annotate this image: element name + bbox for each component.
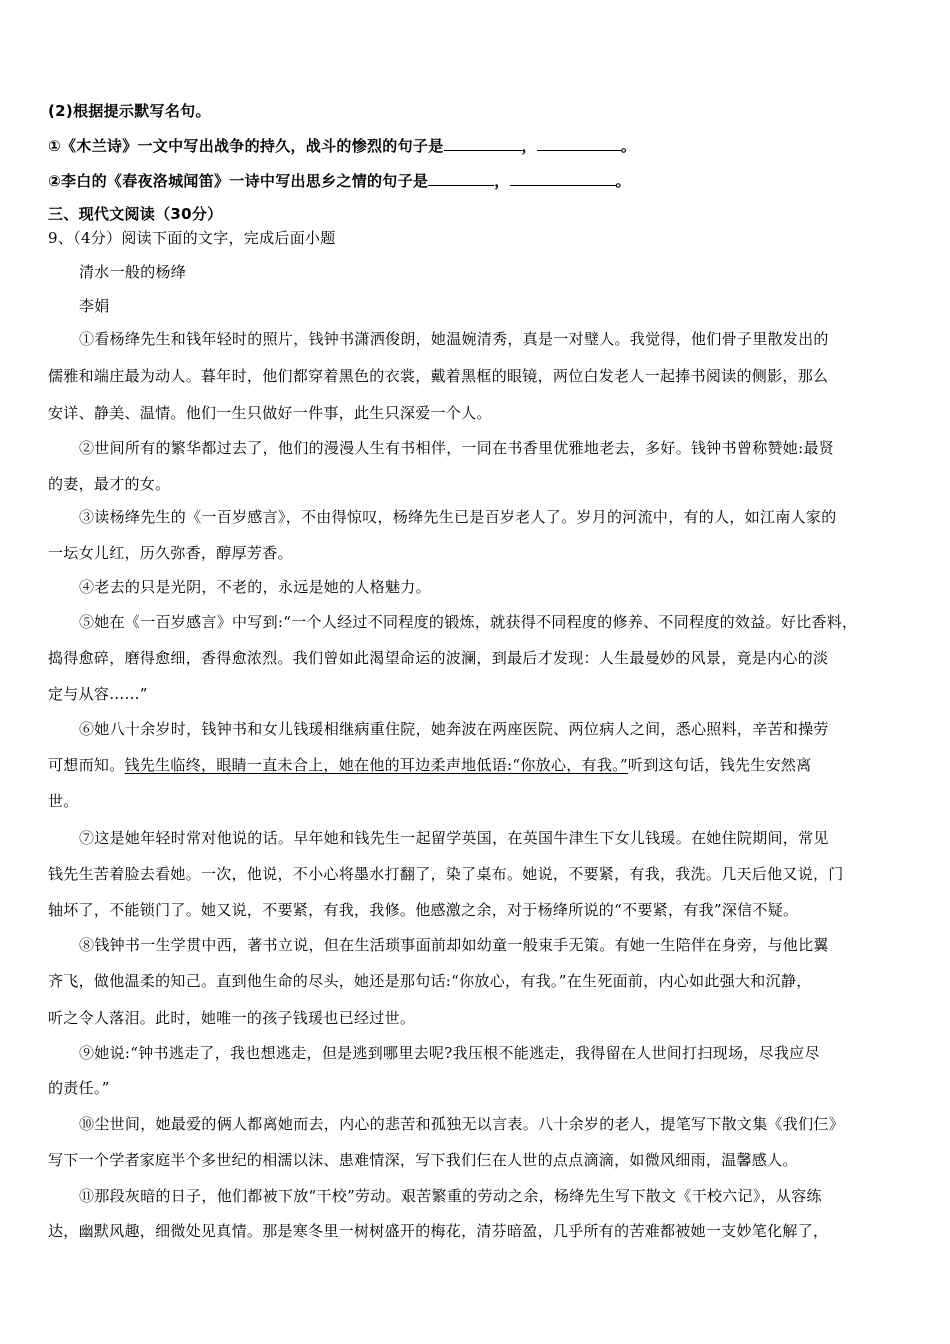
paragraph-line: 轴坏了，不能锁门了。她又说，不要紧，有我，我修。他感激之余，对于杨绛所说的“不要紧，有我”深信不疑。 <box>48 901 799 919</box>
article-title: 清水一般的杨绛 <box>79 263 187 281</box>
paragraph-line: 定与从容……” <box>48 685 148 703</box>
text-segment: 听到这句话，钱先生安然离 <box>627 756 812 774</box>
answer-blank-1a[interactable] <box>444 136 522 151</box>
paragraph-line: ⑦这是她年轻时常对他说的话。早年她和钱先生一起留学英国，在英国牛津生下女儿钱瑗。在她住院期间，常见 <box>79 829 829 847</box>
paragraph-line: ⑪那段灰暗的日子，他们都被下放“干校”劳动。艰苦繁重的劳动之余，杨绛先生写下散文《干校六记》，从容练 <box>79 1187 822 1205</box>
paragraph-line: 钱先生苦着脸去看她。一次，他说，不小心将墨水打翻了，染了桌布。她说，不要紧，有我，我洗。几天后他又说，门 <box>48 865 844 883</box>
period: 。 <box>615 172 631 190</box>
question-1 <box>48 136 636 156</box>
paragraph-line: 世。 <box>48 792 79 810</box>
paragraph-line: ⑨她说:“钟书逃走了，我也想逃走，但是逃到哪里去呢?我压根不能逃走，我得留在人世间打扫现场，尽我应尽 <box>79 1044 820 1062</box>
paragraph-line: ⑧钱钟书一生学贯中西，著书立说，但在生活琐事面前却如幼童一般束手无策。有她一生陪伴在身旁，与他比翼 <box>79 936 829 954</box>
paragraph-line: 儒雅和端庄最为动人。暮年时，他们都穿着黑色的衣裳，戴着黑框的眼镜，两位白发老人一起捧书阅读的侧影，那么 <box>48 367 829 385</box>
section2-heading: (2)根据提示默写名句。 <box>48 102 211 120</box>
article-author: 李娟 <box>79 297 110 315</box>
question-9-prompt: 9、（4分）阅读下面的文字，完成后面小题 <box>48 229 336 247</box>
paragraph-line: ⑥她八十余岁时，钱钟书和女儿钱瑗相继病重住院，她奔波在两座医院、两位病人之间，悉心照料，辛苦和操劳 <box>79 720 829 738</box>
question-2-text: ②李白的《春夜洛城闻笛》一诗中写出思乡之情的句子是 <box>48 172 429 190</box>
answer-blank-1b[interactable] <box>537 136 621 151</box>
separator: ， <box>494 172 510 190</box>
paragraph-line <box>48 755 812 775</box>
paragraph-line: ④老去的只是光阴，不老的，永远是她的人格魅力。 <box>79 578 431 596</box>
paragraph-line: 达，幽默风趣，细微处见真情。那是寒冬里一树树盛开的梅花，清芬暗盈，几乎所有的苦难都被她一支妙笔化解了， <box>48 1222 829 1240</box>
paragraph-line: 听之令人落泪。此时，她唯一的孩子钱瑗也已经过世。 <box>48 1009 416 1027</box>
paragraph-line: 的责任。” <box>48 1079 110 1097</box>
paragraph-line: 齐飞，做他温柔的知己。直到他生命的尽头，她还是那句话:“你放心，有我。”在生死面前，内心如此强大和沉静， <box>48 972 812 990</box>
paragraph-line: ⑩尘世间，她最爱的俩人都离她而去，内心的悲苦和孤独无以言表。八十余岁的老人，提笔写下散文集《我们仨》 <box>79 1115 845 1133</box>
answer-blank-2a[interactable] <box>428 171 494 186</box>
paragraph-line: ③读杨绛先生的《一百岁感言》，不由得惊叹，杨绛先生已是百岁老人了。岁月的河流中，有的人，如江南人家的 <box>79 508 837 526</box>
question-1-text: ①《木兰诗》一文中写出战争的持久，战斗的惨烈的句子是 <box>48 137 444 155</box>
separator: ， <box>521 137 537 155</box>
paragraph-line: 安详、静美、温情。他们一生只做好一件事，此生只深爱一个人。 <box>48 404 492 422</box>
underlined-sentence: 钱先生临终，眼睛一直未合上，她在他的耳边柔声地低语:“你放心，有我。” <box>124 756 628 774</box>
paragraph-line: ⑤她在《一百岁感言》中写到:“一个人经过不同程度的锻炼，就获得不同程度的修养、不同程度的效益。好比香料， <box>79 613 858 631</box>
section3-heading: 三、现代文阅读（30分） <box>48 205 223 223</box>
paragraph-line: ①看杨绛先生和钱年轻时的照片，钱钟书潇洒俊朗，她温婉清秀，真是一对璧人。我觉得，他们骨子里散发出的 <box>79 330 829 348</box>
paragraph-line: 的妻，最才的女。 <box>48 475 171 493</box>
question-2 <box>48 171 631 191</box>
paragraph-line: ②世间所有的繁华都过去了，他们的漫漫人生有书相伴，一同在书香里优雅地老去，多好。钱钟书曾称赞她:最贤 <box>79 439 835 457</box>
answer-blank-2b[interactable] <box>510 171 616 186</box>
period: 。 <box>620 137 637 155</box>
paragraph-line: 写下一个学者家庭半个多世纪的相濡以沫、患难情深，写下我们仨在人世的点点滴滴，如微风细雨，温馨感人。 <box>48 1151 798 1169</box>
text-segment: 可想而知。 <box>48 756 125 774</box>
paragraph-line: 捣得愈碎，磨得愈细，香得愈浓烈。我们曾如此渴望命运的波澜，到最后才发现：人生最曼妙的风景，竟是内心的淡 <box>48 649 829 667</box>
paragraph-line: 一坛女儿红，历久弥香，醇厚芳香。 <box>48 544 293 562</box>
